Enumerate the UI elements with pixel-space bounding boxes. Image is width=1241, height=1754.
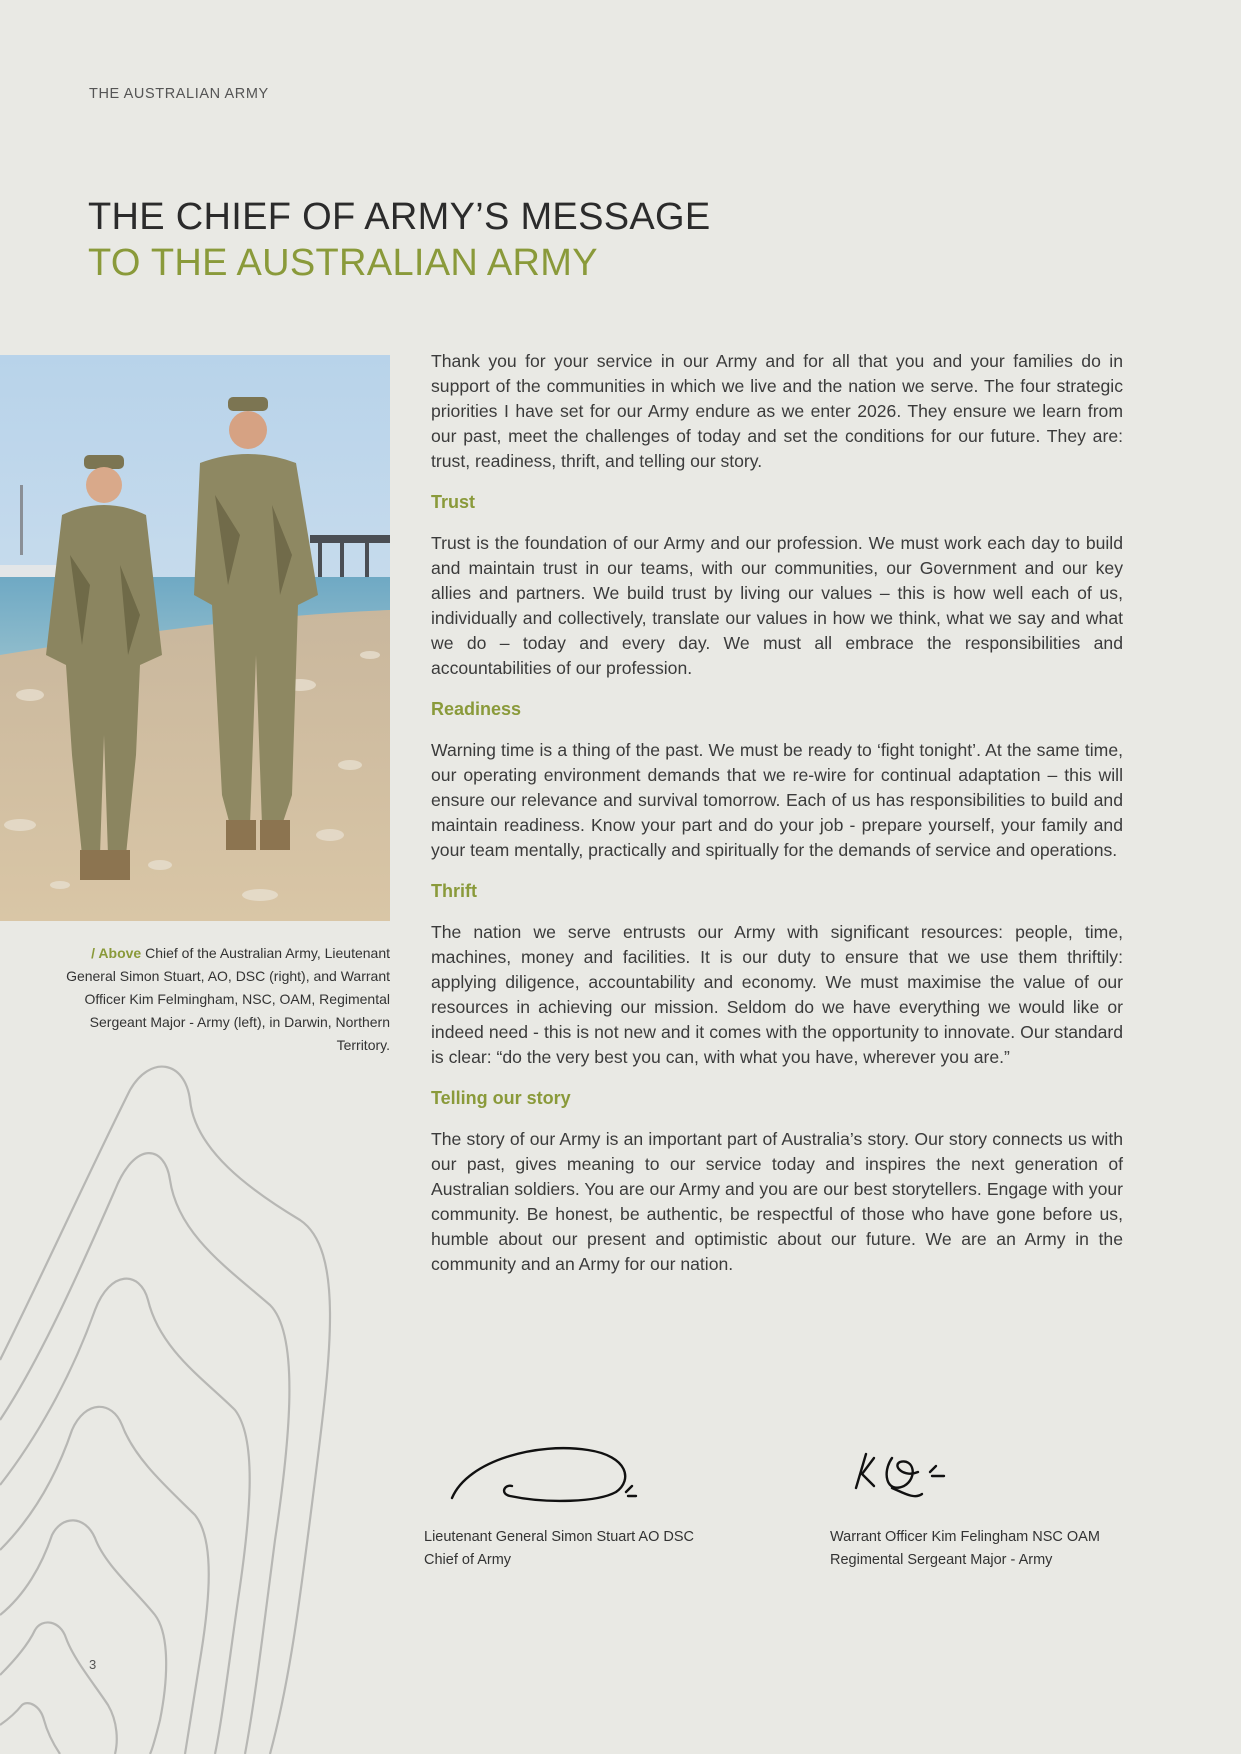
signatory-1-role: Chief of Army: [424, 1552, 512, 1568]
section-heading-telling-our-story: Telling our story: [431, 1088, 571, 1108]
section-heading-readiness: Readiness: [431, 699, 522, 719]
section-text-trust: Trust is the foundation of our Army and our profession. We must work each day to build and maintain trust in our teams, with our communities, our Government and our key allies and partners. We build trust by living our values – this is how well each of us, individually and collectively, translate our values in how we think, what we say and what we do – today and every day. We must all embrace the responsibilities and accountabilities of our profession.: [431, 533, 1123, 678]
section-heading-thrift: Thrift: [431, 881, 477, 901]
signatory-2-name: Warrant Officer Kim Felingham NSC OAM: [830, 1529, 1100, 1545]
signature-rsm-army: [852, 1448, 962, 1508]
signatory-2-role: Regimental Sergeant Major - Army: [830, 1552, 1053, 1568]
section-heading-trust: Trust: [431, 492, 476, 512]
page-title: THE CHIEF OF ARMY’S MESSAGE: [88, 196, 711, 238]
soldiers-photo: [0, 355, 390, 921]
page-number: 3: [89, 1657, 97, 1672]
section-text-readiness: Warning time is a thing of the past. We must be ready to ‘fight tonight’. At the same time, our operating environment demands that we re-wire for continual adaptation – this will ensure our relevance and survival tomorrow. Each of us has responsibilities to build and maintain readiness. Know your part and do your job - prepare yourself, your family and your team mentally, practically and spiritually for the demands of service and operations.: [431, 740, 1123, 860]
section-text-telling-our-story: The story of our Army is an important part of Australia’s story. Our story connects us with our past, gives meaning to our service today and inspires the next generation of Australian soldiers. You are our Army and you are our best storytellers. Engage with your community. Be honest, be authentic, be respectful of those who have gone before us, humble about our present and optimistic about our future. We are an Army in the community and an Army for our nation.: [431, 1129, 1123, 1274]
page-subtitle: TO THE AUSTRALIAN ARMY: [88, 242, 598, 284]
section-text-thrift: The nation we serve entrusts our Army with significant resources: people, time, machines, money and facilities. It is our duty to ensure that we use them thriftily: applying diligence, accountability and economy. We must maximise the value of our resources in achieving our mission. Seldom do we have everything we would like or indeed need - this is not new and it comes with the opportunity to innovate. Our standard is clear: “do the very best you can, with what you have, wherever you are.”: [431, 922, 1123, 1067]
intro-paragraph: Thank you for your service in our Army and for all that you and your families do in support of the communities in which we live and the nation we serve. The four strategic priorities I have set for our Army endure as we enter 2026. They ensure we learn from our past, meet the challenges of today and set the conditions for our future. They are: trust, readiness, thrift, and telling our story.: [431, 351, 1123, 471]
header-label: THE AUSTRALIAN ARMY: [89, 86, 269, 102]
message-body: [431, 349, 1123, 1277]
caption-lead: / Above: [91, 945, 142, 961]
caption-text: Chief of the Australian Army, Lieutenant General Simon Stuart, AO, DSC (right), and Warrant Officer Kim Felmingham, NSC, OAM, Regimental Sergeant Major - Army (left), in Darwin, Northern Territory.: [66, 945, 390, 1053]
photo-caption: [60, 942, 390, 1057]
signatory-1-name: Lieutenant General Simon Stuart AO DSC: [424, 1529, 695, 1545]
signature-chief-of-army: [448, 1440, 648, 1510]
contour-lines-decoration: [0, 1060, 360, 1754]
